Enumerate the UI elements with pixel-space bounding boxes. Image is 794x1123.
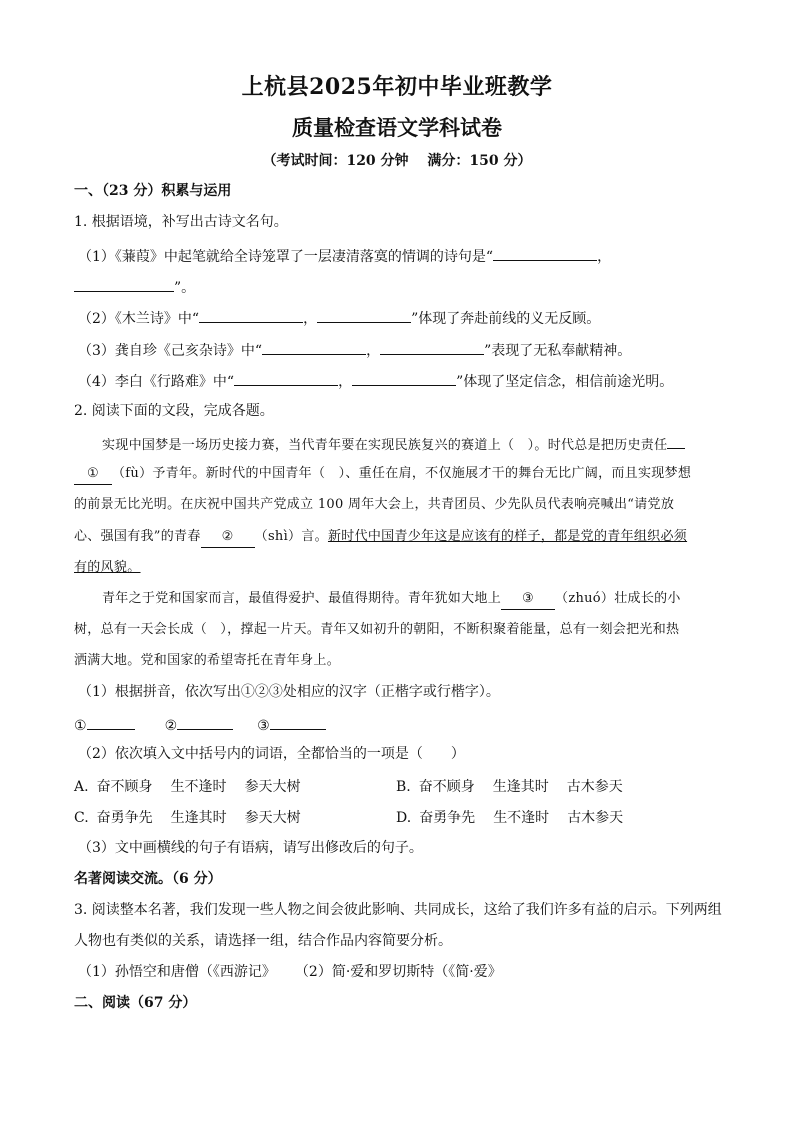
q3-line1: 3. 阅读整本名著，我们发现一些人物之间会彼此影响、共同成长，这给了我们许多有益的启示。下列两组 — [74, 902, 722, 918]
q1-sub3-end: ”表现了无私奉献精神。 — [484, 343, 632, 359]
passage-text: 青年之于党和国家而言，最值得爱护、最值得期待。青年犹如大地上 — [102, 591, 502, 606]
passage-text: （shì）言。 — [254, 529, 328, 544]
answer-blank[interactable] — [177, 713, 233, 730]
option-word: 奋不顾身 — [96, 779, 153, 795]
q1-sub2 — [78, 306, 738, 329]
q3-choice-1: （1）孙悟空和唐僧（《西游记》 — [78, 964, 276, 980]
answer-blank[interactable] — [199, 306, 303, 323]
q3-line2: 人物也有类似的关系，请选择一组，结合作品内容简要分析。 — [74, 933, 452, 949]
section2-heading: 二、阅读（67 分） — [74, 995, 197, 1011]
answer-blank[interactable] — [380, 338, 484, 355]
option-word: 生不逢时 — [170, 779, 227, 795]
option-word: 奋不顾身 — [418, 779, 475, 795]
answer-blank[interactable] — [493, 244, 597, 261]
q2-sub1-blanks — [74, 713, 734, 736]
q1-sub2-text: （2）《木兰诗》中“ — [78, 311, 200, 327]
answer-blank[interactable] — [234, 369, 338, 386]
q3-choices — [78, 962, 738, 982]
reading-exchange-heading: 名著阅读交流。（6 分） — [74, 871, 222, 887]
q1-sub3-comma: ， — [366, 343, 381, 359]
passage-p1-line3: 的前景无比光明。在庆祝中国共产党成立 100 周年大会上，共青团员、少先队员代表响亮喊出“请党放 — [74, 497, 675, 512]
q2-sub2: （2）依次填入文中括号内的词语，全都恰当的一项是（ ） — [78, 746, 465, 762]
passage-p1-line4 — [74, 527, 734, 548]
q1-sub4-text: （4）李白《行路难》中“ — [78, 374, 235, 390]
passage-p1-line5 — [74, 558, 734, 578]
blank-label-2: ② — [164, 718, 178, 734]
answer-blank[interactable] — [317, 306, 411, 323]
section1-heading: 一、（23 分）积累与运用 — [74, 183, 232, 199]
passage-p1-line1 — [102, 432, 762, 456]
answer-blank[interactable] — [352, 369, 456, 386]
q1-sub1-line1 — [78, 244, 738, 267]
blank-mark-3[interactable]: ③ — [501, 589, 555, 610]
passage-p2-line1 — [102, 589, 762, 610]
option-word: 生逢其时 — [492, 779, 549, 795]
option-word: 生不逢时 — [493, 810, 550, 826]
q1-sub3-text: （3）龚自珍《己亥杂诗》中“ — [78, 343, 263, 359]
blank-label-3: ③ — [257, 718, 270, 734]
q1-sub1-line2 — [74, 275, 734, 298]
underlined-sentence: 新时代中国青少年这是应该有的样子，都是党的青年组织必须 — [327, 529, 688, 544]
q1-sub2-end: ”体现了奔赴前线的义无反顾。 — [411, 311, 601, 327]
q1-sub3 — [78, 338, 738, 361]
q1-sub4-comma: ， — [338, 374, 353, 390]
q2-sub1: （1）根据拼音，依次写出①②③处相应的汉字（正楷字或行楷字）。 — [78, 684, 500, 700]
blank-mark-2[interactable]: ② — [201, 527, 255, 548]
q1-sub1-text: （1）《蒹葭》中起笔就给全诗笼罩了一层凄清落寞的情调的诗句是“ — [78, 249, 494, 265]
blank-label-1: ① — [74, 718, 87, 734]
option-word: 奋勇争先 — [419, 810, 476, 826]
option-word: 古木参天 — [566, 779, 623, 795]
blank-mark-1[interactable]: ① — [74, 464, 112, 485]
option-word: 参天大树 — [244, 810, 301, 826]
passage-text: 心、强国有我”的青春 — [74, 529, 201, 544]
answer-blank[interactable] — [87, 713, 135, 730]
exam-time-score: （考试时间：120 分钟 满分：150 分） — [262, 153, 532, 169]
answer-blank[interactable] — [262, 338, 366, 355]
q1-stem: 1. 根据语境，补写出古诗文名句。 — [74, 214, 288, 230]
option-word: 奋勇争先 — [96, 810, 153, 826]
q1-sub1-comma: ， — [597, 249, 612, 265]
answer-blank[interactable] — [667, 432, 685, 449]
q1-sub4-end: ”体现了坚定信念，相信前途光明。 — [456, 374, 674, 390]
underlined-sentence: 有的风貌。 — [74, 560, 141, 575]
option-label: A. — [74, 779, 89, 795]
option-label: B. — [396, 779, 411, 795]
q2-stem: 2. 阅读下面的文段，完成各题。 — [74, 403, 274, 419]
passage-p2-line2: 树，总有一天会长成（ ），撑起一片天。青年又如初升的朝阳，不断积聚着能量，总有一刻会把光和热 — [74, 622, 680, 637]
option-b[interactable] — [396, 776, 641, 796]
passage-p2-line3: 洒满大地。党和国家的希望寄托在青年身上。 — [74, 653, 341, 668]
exam-title-line1: 上杭县2025年初中毕业班教学 — [241, 74, 553, 100]
option-word: 参天大树 — [244, 779, 301, 795]
passage-text: 实现中国梦是一场历史接力赛，当代青年要在实现民族复兴的赛道上（ ）。时代总是把历史责任 — [102, 438, 668, 453]
q1-sub1-end: ”。 — [174, 280, 196, 296]
option-label: C. — [74, 810, 89, 826]
q2-sub3: （3）文中画横线的句子有语病，请写出修改后的句子。 — [78, 840, 423, 856]
answer-blank[interactable] — [270, 713, 326, 730]
q3-choice-2: （2）简·爱和罗切斯特（《简·爱》 — [301, 964, 502, 980]
option-word: 生逢其时 — [170, 810, 227, 826]
q1-sub4 — [78, 369, 738, 392]
passage-p1-line2 — [74, 464, 734, 485]
exam-title-line2: 质量检查语文学科试卷 — [292, 115, 502, 140]
option-a[interactable] — [74, 776, 319, 796]
option-label: D. — [396, 810, 412, 826]
passage-text: （zhuó）壮成长的小 — [555, 591, 681, 606]
q1-sub2-comma: ， — [303, 311, 318, 327]
option-d[interactable] — [396, 807, 641, 827]
option-c[interactable] — [74, 807, 319, 827]
passage-text: （fù）予青年。新时代的中国青年（ ）、重任在肩，不仅施展才干的舞台无比广阔，而且实现梦想 — [112, 466, 692, 481]
option-word: 古木参天 — [567, 810, 624, 826]
answer-blank[interactable] — [74, 275, 174, 292]
